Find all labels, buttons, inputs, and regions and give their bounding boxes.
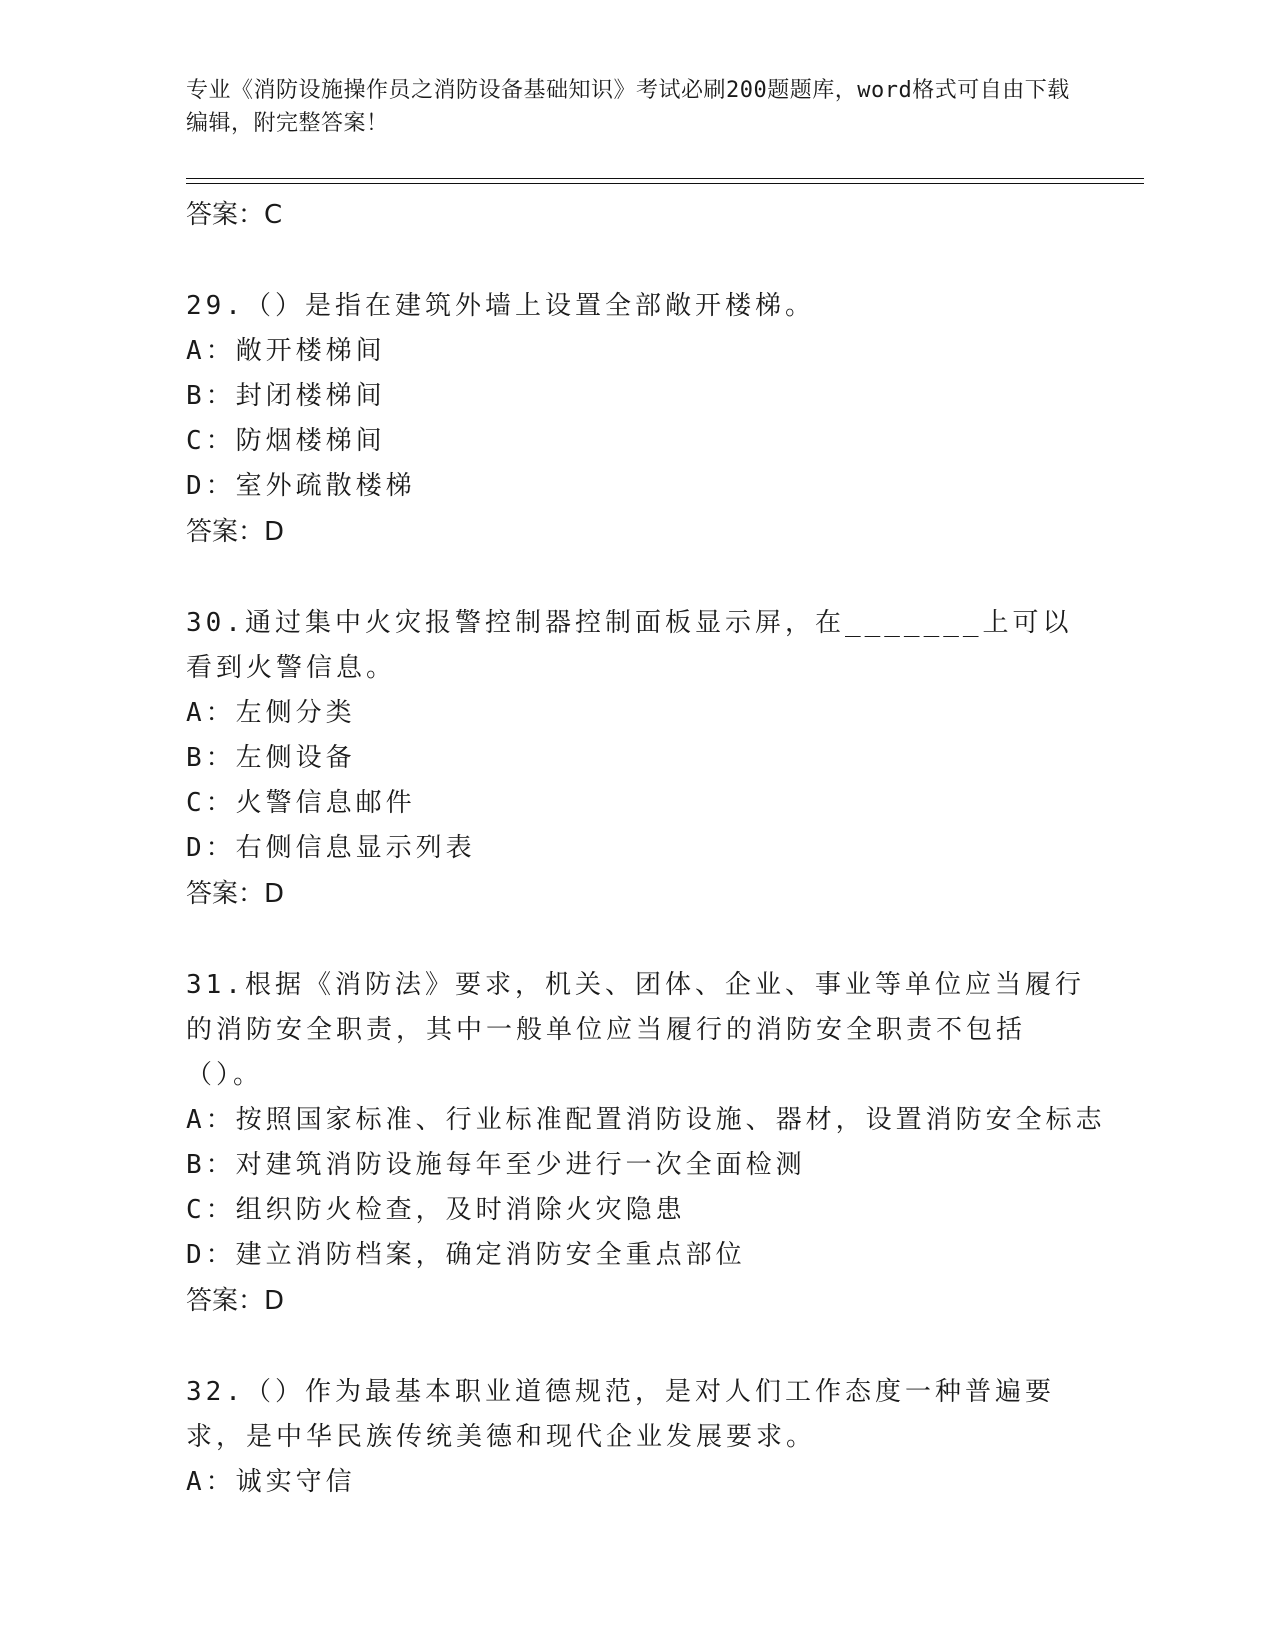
option-d: D：室外疏散楼梯 — [186, 471, 416, 501]
option-d: D：建立消防档案，确定消防安全重点部位 — [186, 1240, 746, 1270]
question-31 — [186, 963, 1106, 1324]
question-32 — [186, 1370, 1086, 1505]
question-29 — [186, 284, 1086, 555]
question-stem: 30.通过集中火灾报警控制器控制面板显示屏，在_______上可以看到火警信息。 — [186, 608, 1073, 683]
header-divider-bottom — [186, 183, 1144, 184]
document-header: 专业《消防设施操作员之消防设备基础知识》考试必刷200题题库，word格式可自由下载编辑，附完整答案！ — [186, 78, 1070, 136]
option-a: A：按照国家标准、行业标准配置消防设施、器材，设置消防安全标志 — [186, 1105, 1106, 1135]
answer-line: 答案：D — [186, 879, 285, 909]
answer-line: 答案：D — [186, 1286, 285, 1316]
option-b: B：对建筑消防设施每年至少进行一次全面检测 — [186, 1150, 806, 1180]
option-a: A：左侧分类 — [186, 698, 356, 728]
option-b: B：封闭楼梯间 — [186, 381, 386, 411]
option-d: D：右侧信息显示列表 — [186, 833, 476, 863]
answer-line: 答案：D — [186, 517, 285, 547]
option-c: C：防烟楼梯间 — [186, 426, 386, 456]
question-30 — [186, 601, 1086, 917]
question-list — [186, 188, 1106, 1505]
question-stem: 31.根据《消防法》要求，机关、团体、企业、事业等单位应当履行的消防安全职责，其中一般单位应当履行的消防安全职责不包括（）。 — [186, 970, 1085, 1090]
answer-line: 答案：C — [186, 200, 283, 230]
option-a: A：诚实守信 — [186, 1467, 356, 1497]
question-stem: 29.（）是指在建筑外墙上设置全部敞开楼梯。 — [186, 291, 815, 321]
header-divider-top — [186, 178, 1144, 179]
option-a: A：敞开楼梯间 — [186, 336, 386, 366]
option-b: B：左侧设备 — [186, 743, 356, 773]
option-c: C：火警信息邮件 — [186, 788, 416, 818]
option-c: C：组织防火检查，及时消除火灾隐患 — [186, 1195, 686, 1225]
question-stem: 32.（）作为最基本职业道德规范，是对人们工作态度一种普遍要求，是中华民族传统美德和现代企业发展要求。 — [186, 1377, 1055, 1452]
